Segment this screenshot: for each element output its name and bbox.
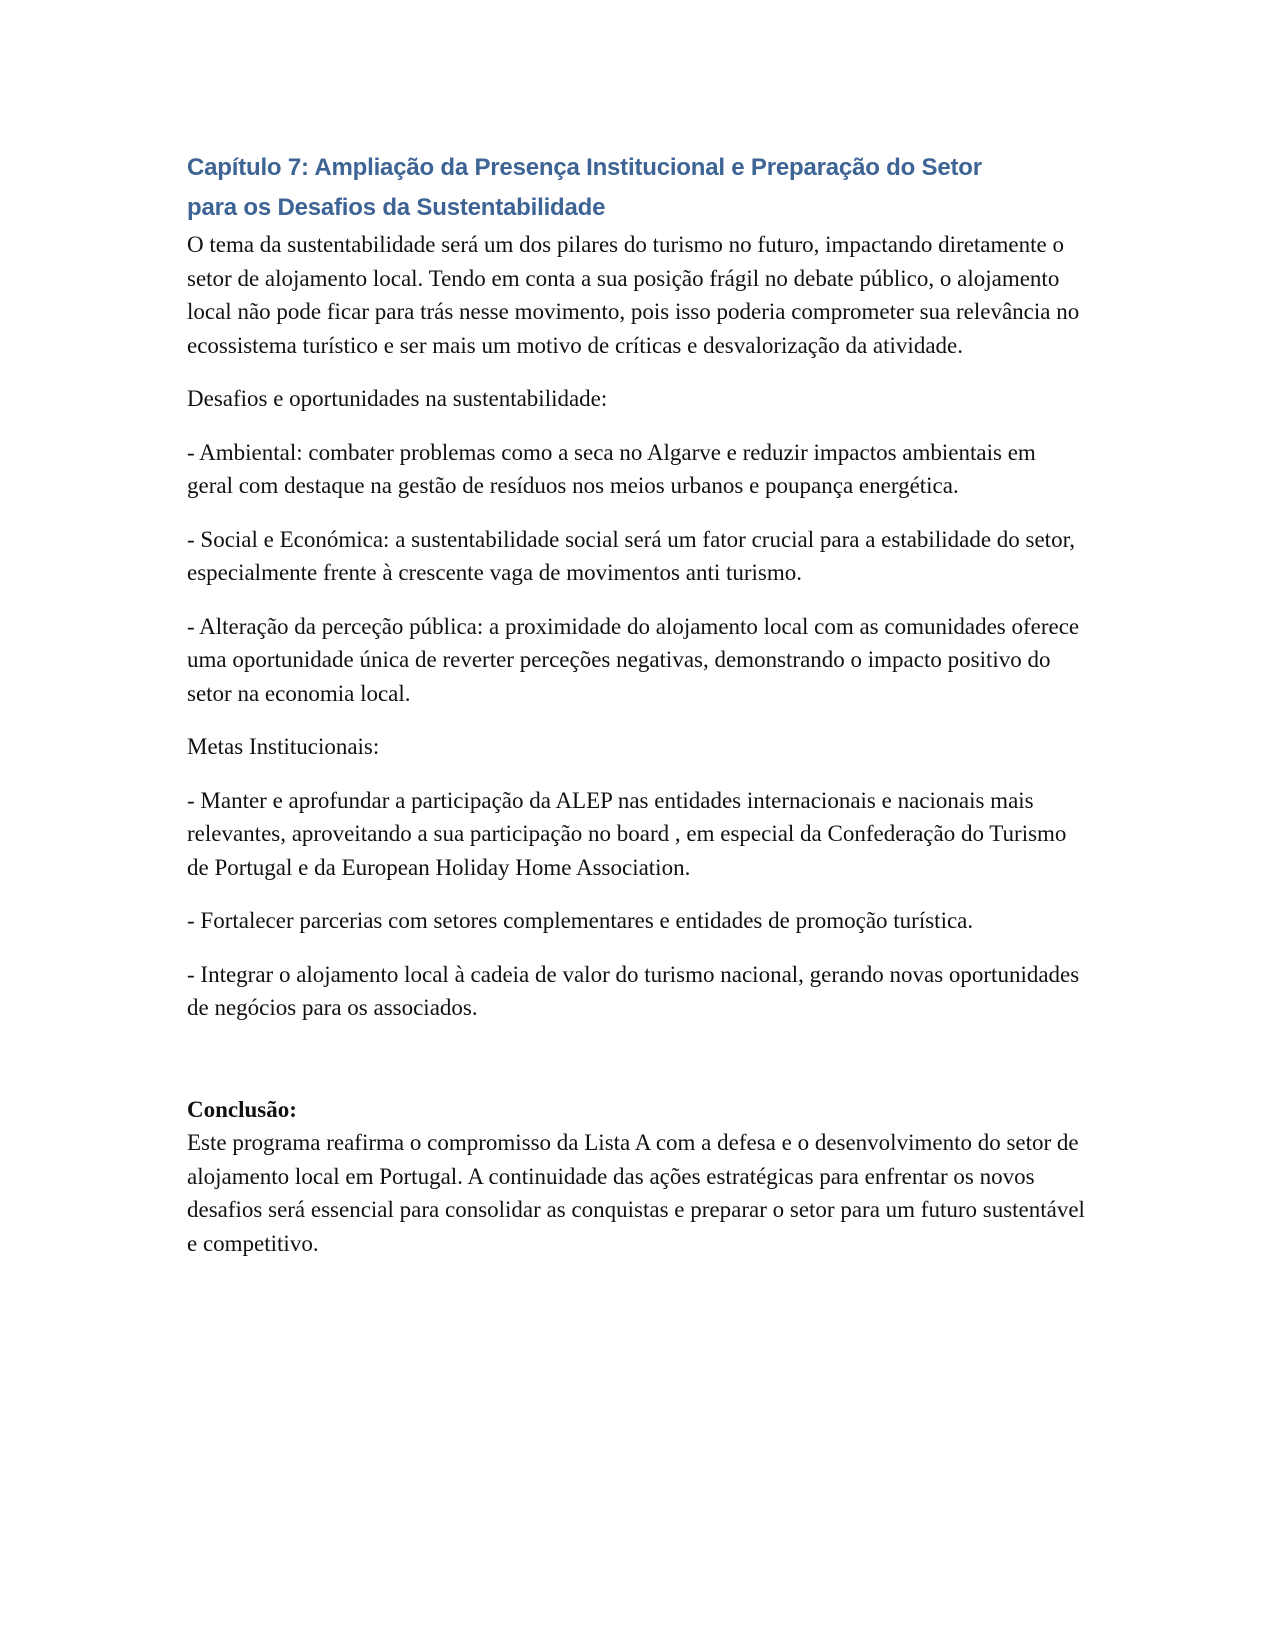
goal-item-participation: - Manter e aprofundar a participação da ALEP nas entidades internacionais e nacionais mais relevantes, aproveitando a sua participação no board , em especial da Confederação do Turismo de Portugal e da European Holiday Home Association. xyxy=(187,787,1067,880)
challenge-item-public-perception: - Alteração da perceção pública: a proximidade do alojamento local com as comunidades oferece uma oportunidade única de reverter perceções negativas, demonstrando o impacto positivo do setor na economia local. xyxy=(187,613,1080,706)
goals-heading: Metas Institucionais: xyxy=(187,734,380,759)
conclusion-paragraph: Este programa reafirma o compromisso da Lista A com a defesa e o desenvolvimento do setor de alojamento local em Portugal. A continuidade das ações estratégicas para enfrentar os novos desafios será essencial para consolidar as conquistas e preparar o setor para um futuro sustentável e competitivo. xyxy=(187,1130,1085,1256)
chapter-title-line2: para os Desafios da Sustentabilidade xyxy=(187,194,606,221)
conclusion-heading: Conclusão: xyxy=(187,1096,297,1122)
chapter-title xyxy=(187,148,1087,228)
intro-paragraph: O tema da sustentabilidade será um dos pilares do turismo no futuro, impactando diretamente o setor de alojamento local. Tendo em conta a sua posição frágil no debate público, o alojamento local não pode ficar para trás nesse movimento, pois isso poderia comprometer sua relevância no ecossistema turístico e ser mais um motivo de críticas e desvalorização da atividade. xyxy=(187,232,1080,358)
challenge-item-social-economic: - Social e Económica: a sustentabilidade social será um fator crucial para a estabilidade do setor, especialmente frente à crescente vaga de movimentos anti turismo. xyxy=(187,526,1076,585)
challenge-item-environmental: - Ambiental: combater problemas como a seca no Algarve e reduzir impactos ambientais em geral com destaque na gestão de resíduos nos meios urbanos e poupança energética. xyxy=(187,439,1036,498)
document-page xyxy=(187,148,1087,1280)
challenges-heading: Desafios e oportunidades na sustentabilidade: xyxy=(187,386,608,411)
chapter-title-line1: Capítulo 7: Ampliação da Presença Institucional e Preparação do Setor xyxy=(187,154,982,181)
goal-item-integration: - Integrar o alojamento local à cadeia de valor do turismo nacional, gerando novas oportunidades de negócios para os associados. xyxy=(187,961,1080,1020)
goal-item-partnerships: - Fortalecer parcerias com setores complementares e entidades de promoção turística. xyxy=(187,908,974,933)
